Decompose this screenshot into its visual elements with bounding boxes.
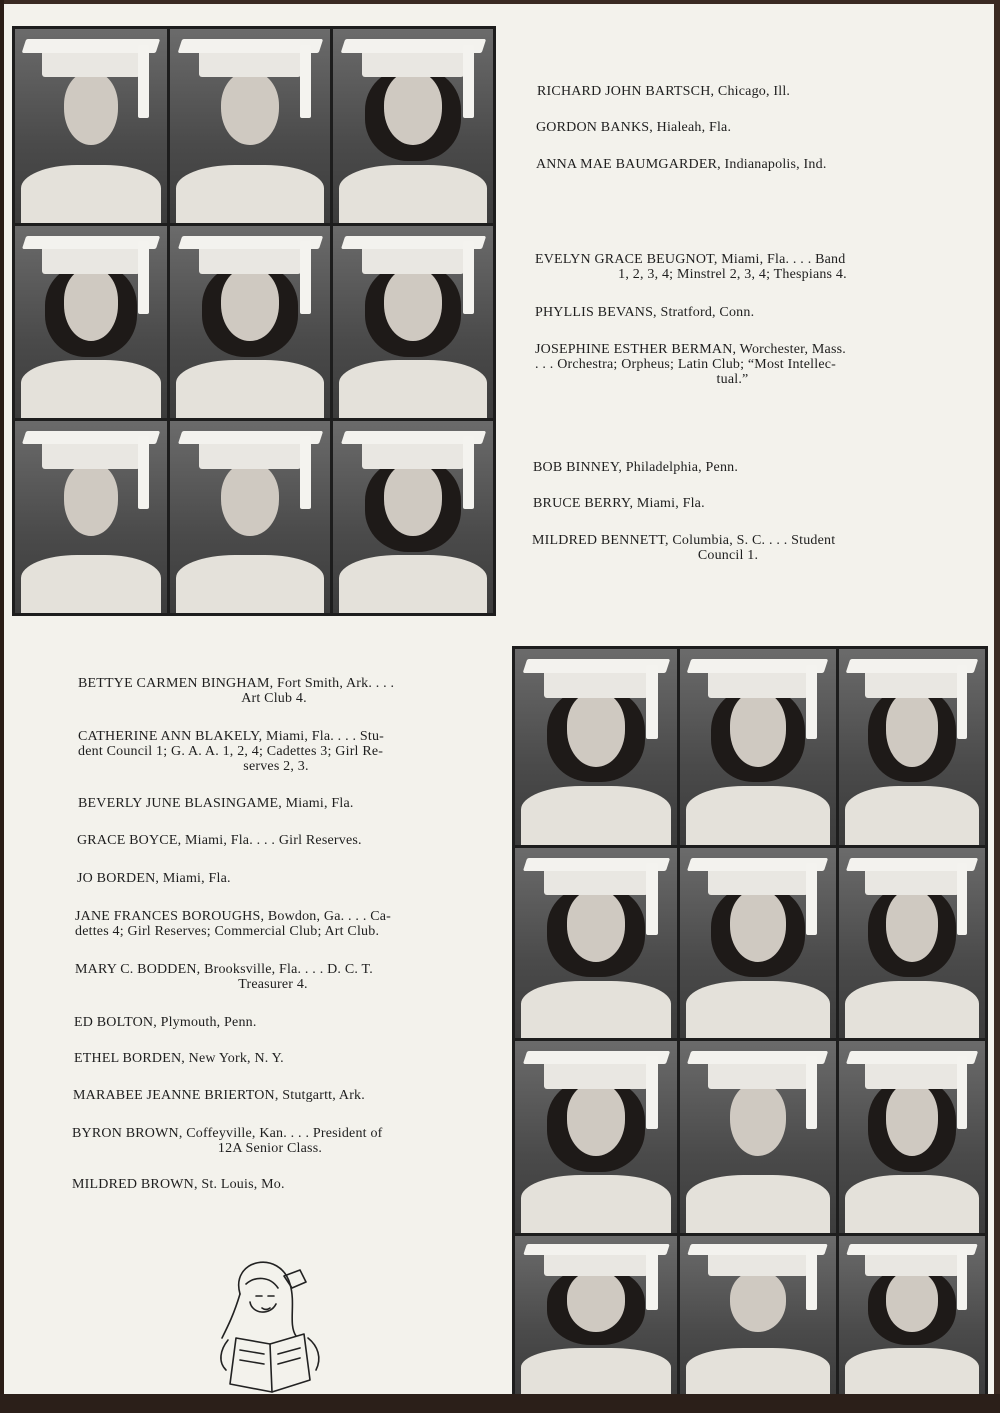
portrait-gown (521, 1348, 670, 1394)
entry-text: MARABEE JEANNE BRIERTON, Stutgartt, Ark. (73, 1088, 365, 1103)
entry-bartsch (537, 84, 937, 99)
entry-text: serves 2, 3. (243, 759, 309, 774)
graduate-portrait (170, 226, 330, 418)
entry-text: BEVERLY JUNE BLASINGAME, Miami, Fla. (78, 796, 354, 811)
entry-text: BOB BINNEY, Philadelphia, Penn. (533, 460, 739, 475)
entry-ethel-borden (74, 1051, 474, 1066)
entry-text: . . . Orchestra; Orpheus; Latin Club; “Most Intellec- (535, 357, 837, 372)
portrait-gown (176, 360, 323, 418)
entry-boroughs (75, 909, 475, 939)
entry-text: JOSEPHINE ESTHER BERMAN, Worchester, Mass. (535, 342, 846, 357)
entry-binney (533, 460, 933, 475)
graduate-portrait (170, 421, 330, 613)
entry-text: BETTYE CARMEN BINGHAM, Fort Smith, Ark. . . . (78, 676, 395, 691)
entry-beugnot (535, 252, 930, 282)
portrait-tassel (646, 863, 657, 935)
portrait-gown (686, 786, 830, 845)
entry-byron-brown (72, 1126, 468, 1156)
entry-text: dettes 4; Girl Reserves; Commercial Club; Art Club. (75, 924, 380, 939)
portrait-face (886, 890, 939, 962)
portrait-face (64, 268, 119, 341)
portrait-face (384, 463, 442, 536)
entry-mildred-brown (72, 1177, 472, 1192)
portrait-gown (521, 981, 670, 1038)
entry-text: BYRON BROWN, Coffeyville, Kan. . . . President of (72, 1126, 383, 1141)
entry-text: MILDRED BROWN, St. Louis, Mo. (72, 1177, 285, 1192)
portrait-face (384, 268, 442, 341)
portrait-grid-bottom (512, 646, 988, 1394)
graduate-portrait (15, 421, 167, 613)
portrait-face (221, 268, 279, 341)
portrait-tassel (138, 241, 149, 314)
portrait-tassel (300, 45, 311, 119)
portrait-face (730, 890, 786, 962)
entry-bingham (78, 676, 470, 706)
girl-reading-sketch (200, 1254, 336, 1394)
entry-bolton (74, 1015, 474, 1030)
graduate-portrait (170, 29, 330, 223)
graduate-portrait (515, 1041, 677, 1233)
portrait-tassel (957, 1249, 967, 1310)
entry-text: ANNA MAE BAUMGARDER, Indianapolis, Ind. (536, 157, 827, 172)
portrait-gown (521, 786, 670, 845)
portrait-gown (845, 1175, 979, 1233)
portrait-gown (686, 1348, 830, 1394)
portrait-tassel (806, 1056, 817, 1129)
entry-text: BRUCE BERRY, Miami, Fla. (533, 496, 705, 511)
entry-text: 1, 2, 3, 4; Minstrel 2, 3, 4; Thespians 4. (618, 267, 847, 282)
entry-text: PHYLLIS BEVANS, Stratford, Conn. (535, 305, 755, 320)
entry-text: JO BORDEN, Miami, Fla. (77, 871, 231, 886)
portrait-tassel (957, 863, 967, 935)
graduate-portrait (15, 226, 167, 418)
portrait-face (886, 1271, 939, 1332)
portrait-gown (686, 981, 830, 1038)
entry-text: Art Club 4. (241, 691, 307, 706)
graduate-portrait (333, 29, 493, 223)
portrait-face (567, 890, 625, 962)
entry-text: CATHERINE ANN BLAKELY, Miami, Fla. . . . Stu- (78, 729, 385, 744)
entry-text: tual.” (716, 372, 749, 387)
graduate-portrait (333, 421, 493, 613)
entry-text: 12A Senior Class. (217, 1141, 323, 1156)
portrait-tassel (463, 45, 474, 119)
entry-text: Treasurer 4. (238, 977, 308, 992)
portrait-gown (21, 360, 161, 418)
yearbook-page (4, 4, 994, 1394)
portrait-tassel (138, 436, 149, 509)
graduate-portrait (333, 226, 493, 418)
portrait-gown (845, 1348, 979, 1394)
portrait-tassel (806, 1249, 817, 1310)
portrait-tassel (646, 665, 657, 739)
entry-bennett (532, 533, 924, 563)
portrait-grid-top (12, 26, 496, 616)
portrait-face (886, 1083, 939, 1156)
portrait-gown (686, 1175, 830, 1233)
entry-bevans (535, 305, 935, 320)
graduate-portrait (515, 649, 677, 845)
portrait-tassel (806, 863, 817, 935)
graduate-portrait (839, 1041, 985, 1233)
portrait-face (730, 692, 786, 766)
portrait-gown (339, 165, 486, 223)
graduate-portrait (680, 1236, 836, 1394)
portrait-face (221, 72, 279, 146)
entry-blasingame (78, 796, 478, 811)
entry-baumgarder (536, 157, 936, 172)
entry-blakely (78, 729, 474, 774)
graduate-portrait (680, 848, 836, 1038)
entry-text: MARY C. BODDEN, Brooksville, Fla. . . . D. C. T. (75, 962, 373, 977)
graduate-portrait (839, 1236, 985, 1394)
graduate-portrait (680, 1041, 836, 1233)
portrait-gown (21, 165, 161, 223)
entry-brierton (73, 1088, 473, 1103)
graduate-portrait (839, 848, 985, 1038)
portrait-tassel (957, 665, 967, 739)
portrait-gown (176, 555, 323, 613)
portrait-tassel (138, 45, 149, 119)
entry-text: GORDON BANKS, Hialeah, Fla. (536, 120, 732, 135)
portrait-gown (339, 360, 486, 418)
portrait-gown (339, 555, 486, 613)
entry-text: MILDRED BENNETT, Columbia, S. C. . . . Student (532, 533, 836, 548)
portrait-face (64, 72, 119, 146)
portrait-face (730, 1083, 786, 1156)
graduate-portrait (15, 29, 167, 223)
entry-text: Council 1. (697, 548, 759, 563)
entry-boyce (77, 833, 477, 848)
portrait-gown (521, 1175, 670, 1233)
portrait-face (567, 1271, 625, 1332)
graduate-portrait (839, 649, 985, 845)
entry-jo-borden (77, 871, 477, 886)
portrait-face (567, 1083, 625, 1156)
entry-text: GRACE BOYCE, Miami, Fla. . . . Girl Reserves. (77, 833, 362, 848)
portrait-face (730, 1271, 786, 1332)
entry-text: ED BOLTON, Plymouth, Penn. (74, 1015, 257, 1030)
portrait-face (221, 463, 279, 536)
portrait-tassel (300, 436, 311, 509)
portrait-gown (176, 165, 323, 223)
graduate-portrait (515, 1236, 677, 1394)
portrait-gown (21, 555, 161, 613)
portrait-face (886, 692, 939, 766)
portrait-tassel (300, 241, 311, 314)
portrait-tassel (957, 1056, 967, 1129)
portrait-tassel (646, 1249, 657, 1310)
entry-berman (535, 342, 930, 387)
portrait-tassel (463, 436, 474, 509)
graduate-portrait (680, 649, 836, 845)
book-edge (0, 1394, 1000, 1413)
portrait-face (64, 463, 119, 536)
entry-text: JANE FRANCES BOROUGHS, Bowdon, Ga. . . . Ca- (75, 909, 392, 924)
portrait-face (567, 692, 625, 766)
entry-text: ETHEL BORDEN, New York, N. Y. (74, 1051, 284, 1066)
graduate-portrait (515, 848, 677, 1038)
portrait-gown (845, 786, 979, 845)
entry-text: dent Council 1; G. A. A. 1, 2, 4; Cadettes 3; Girl Re- (78, 744, 384, 759)
entry-text: EVELYN GRACE BEUGNOT, Miami, Fla. . . . Band (535, 252, 846, 267)
portrait-tassel (463, 241, 474, 314)
portrait-tassel (806, 665, 817, 739)
entry-berry (533, 496, 933, 511)
entry-text: RICHARD JOHN BARTSCH, Chicago, Ill. (537, 84, 791, 99)
portrait-tassel (646, 1056, 657, 1129)
portrait-face (384, 72, 442, 146)
entry-banks (536, 120, 936, 135)
entry-bodden (75, 962, 471, 992)
portrait-gown (845, 981, 979, 1038)
